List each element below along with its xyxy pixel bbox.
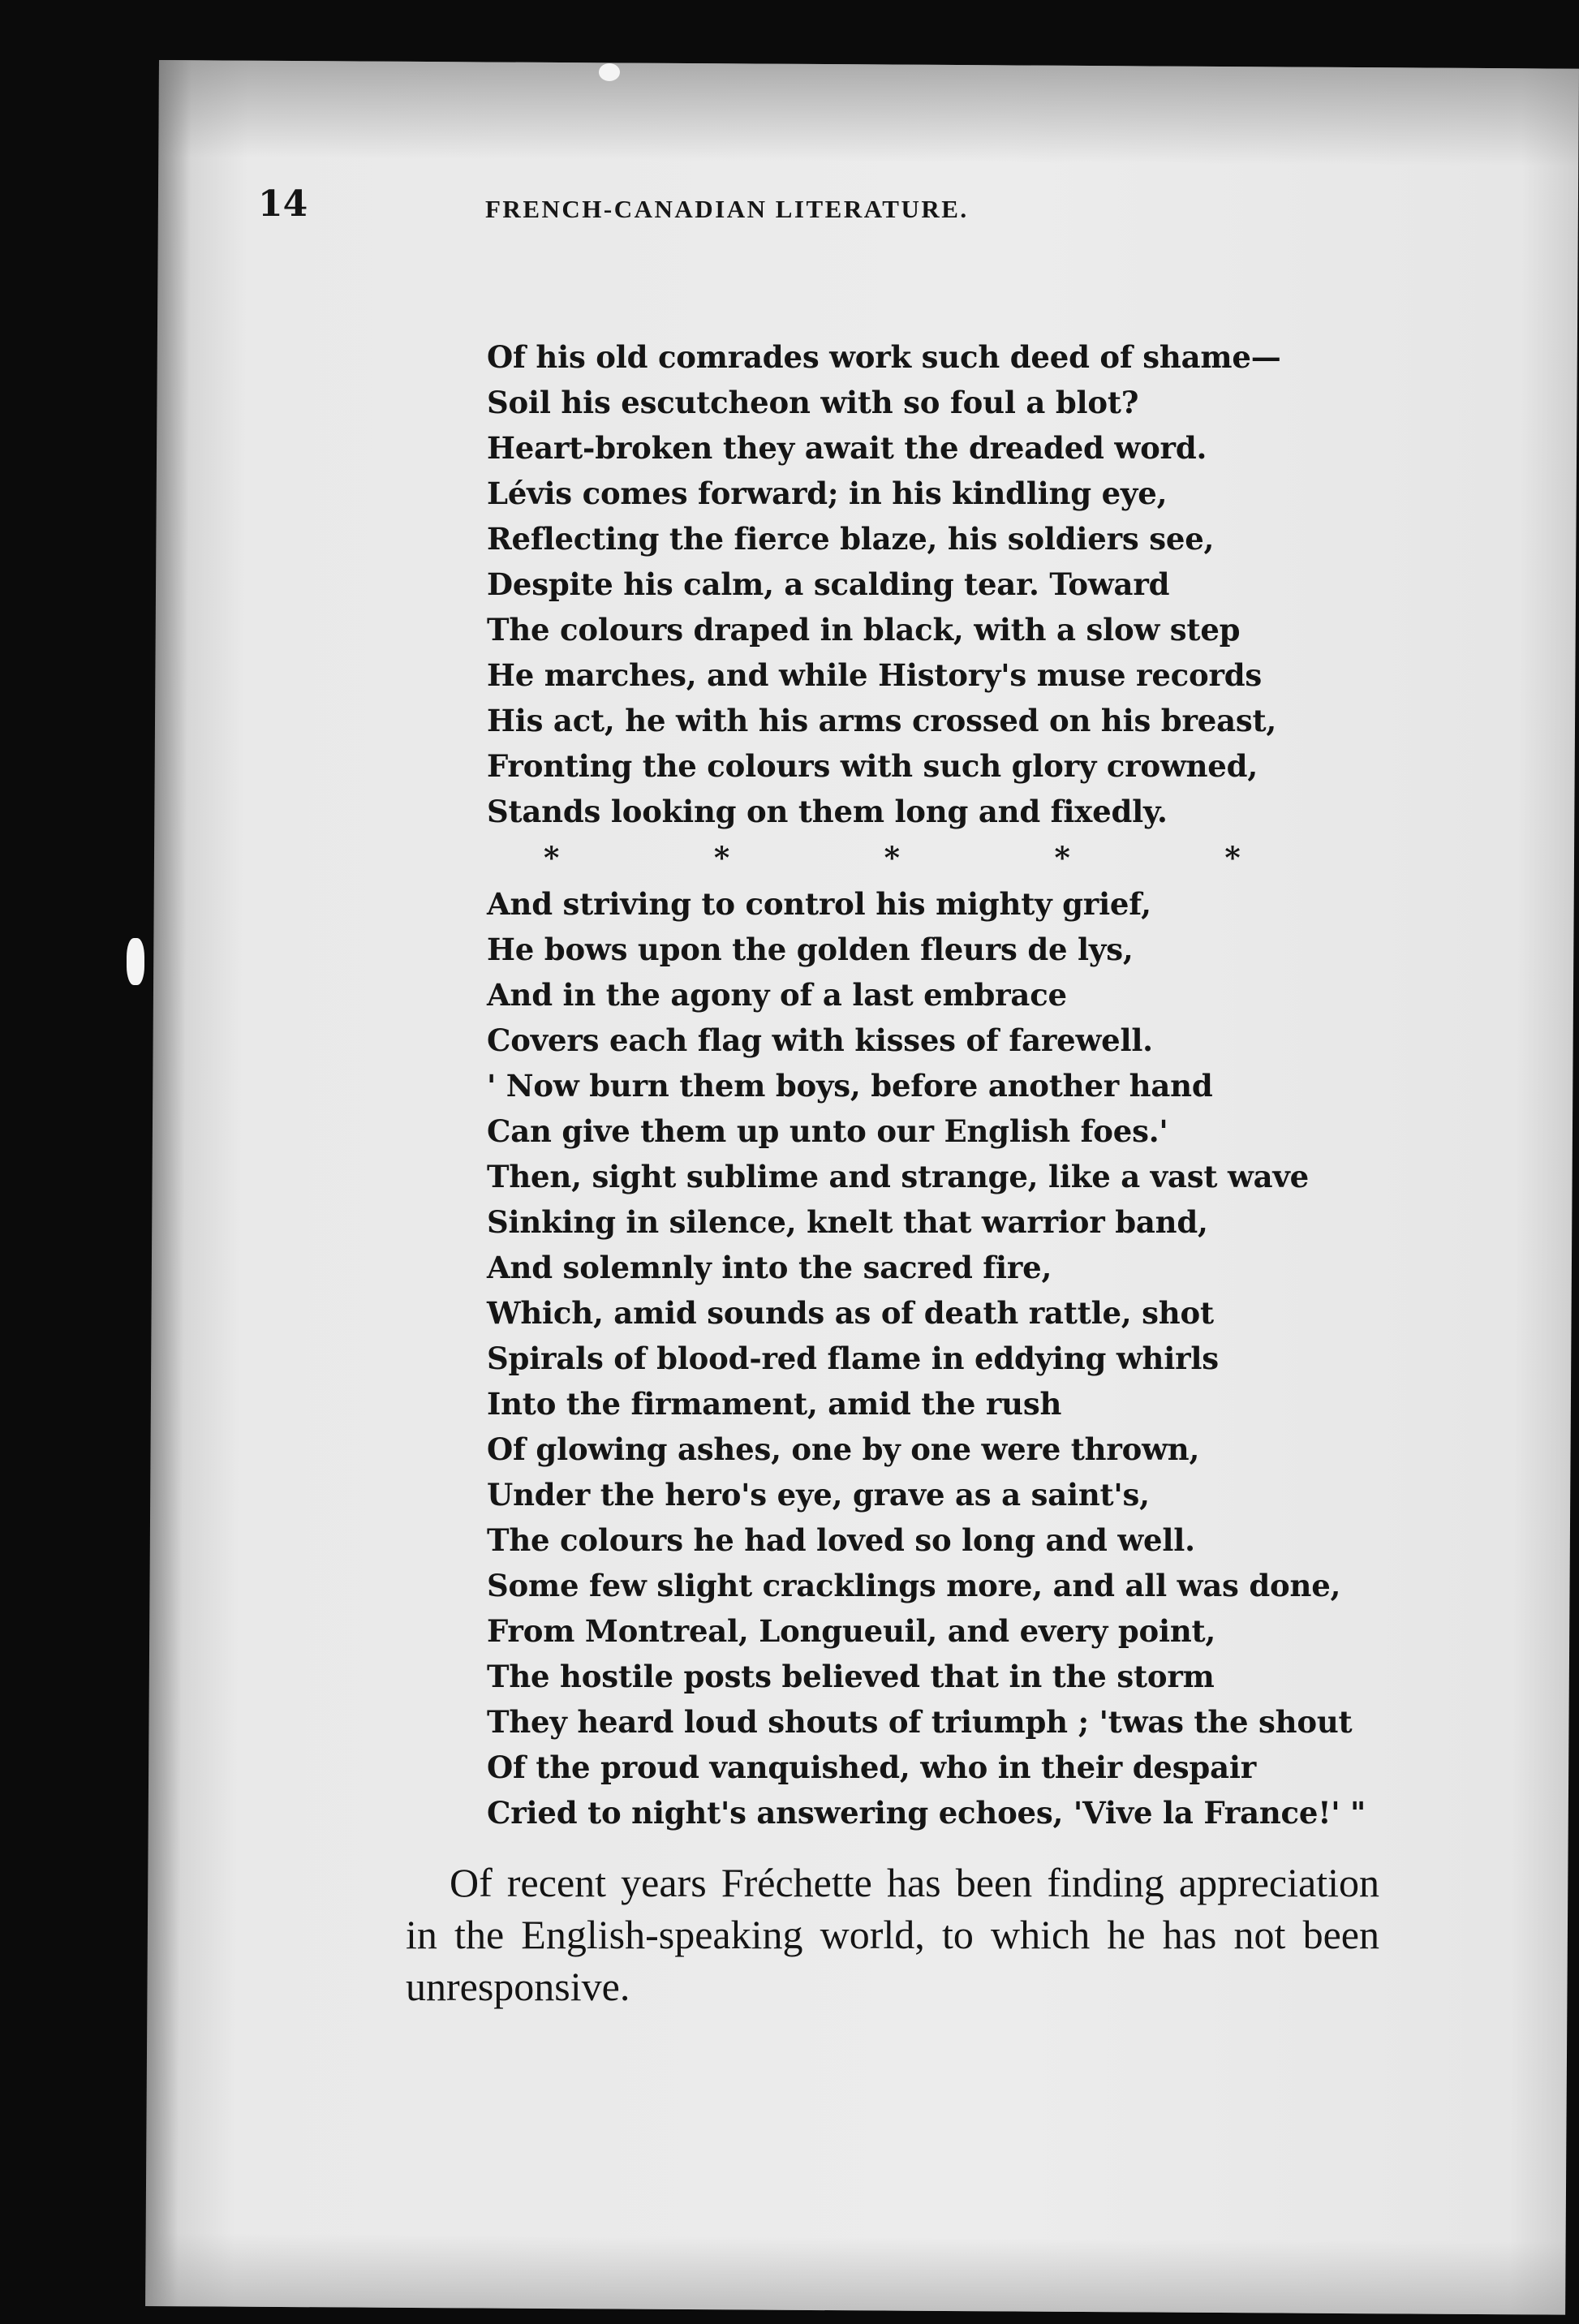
poem-line: Of the proud vanquished, who in their despair	[487, 1749, 1256, 1785]
poem-line: Despite his calm, a scalding tear. Toward	[487, 566, 1170, 602]
section-break-asterisks: * * * * *	[544, 840, 1241, 876]
poem-line: Under the hero's eye, grave as a saint's,	[487, 1477, 1150, 1513]
poem-line: Which, amid sounds as of death rattle, shot	[487, 1295, 1214, 1331]
poem-line: Lévis comes forward; in his kindling eye,	[487, 476, 1168, 511]
poem-line: Covers each flag with kisses of farewell.	[487, 1022, 1153, 1058]
poem-line: Into the firmament, amid the rush	[487, 1386, 1062, 1422]
poem-line: And striving to control his mighty grief,	[487, 886, 1151, 922]
poem-line: Stands looking on them long and fixedly.	[487, 794, 1168, 829]
poem-line: Fronting the colours with such glory crowned,	[487, 748, 1258, 784]
poem-line: His act, he with his arms crossed on his breast,	[487, 703, 1277, 738]
poem-line: Soil his escutcheon with so foul a blot?	[487, 385, 1139, 420]
poem-block	[487, 334, 1366, 1836]
poem-line: Heart-broken they await the dreaded word.	[487, 430, 1207, 466]
running-head: FRENCH-CANADIAN LITERATURE.	[485, 195, 969, 223]
poem-line: Some few slight cracklings more, and all was done,	[487, 1568, 1341, 1603]
paper-speck	[599, 63, 620, 81]
poem-line: The colours draped in black, with a slow step	[487, 612, 1241, 648]
paper-speck	[127, 938, 144, 985]
poem-line: Cried to night's answering echoes, 'Vive la France!' "	[487, 1795, 1366, 1831]
poem-line: The colours he had loved so long and well.	[487, 1522, 1195, 1558]
poem-line: He marches, and while History's muse records	[487, 657, 1263, 693]
poem-line: Reflecting the fierce blaze, his soldiers see,	[487, 521, 1215, 557]
poem-line: Then, sight sublime and strange, like a vast wave	[487, 1159, 1310, 1194]
page-number: 14	[258, 183, 308, 225]
poem-line: Can give them up unto our English foes.'	[487, 1113, 1168, 1149]
page-shadow-top	[158, 60, 1579, 166]
poem-line: ' Now burn them boys, before another hand	[487, 1068, 1213, 1104]
poem-line: Of his old comrades work such deed of shame—	[487, 339, 1281, 375]
page-shadow-bottom	[145, 2233, 1566, 2315]
poem-line: Spirals of blood-red flame in eddying whirls	[487, 1341, 1219, 1376]
poem-line: And in the agony of a last embrace	[487, 977, 1067, 1013]
poem-line: Sinking in silence, knelt that warrior band,	[487, 1204, 1208, 1240]
poem-line: They heard loud shouts of triumph ; 'twas the shout	[487, 1704, 1353, 1740]
poem-line: From Montreal, Longueuil, and every point,	[487, 1613, 1216, 1649]
poem-line: He bows upon the golden fleurs de lys,	[487, 932, 1134, 967]
poem-line: Of glowing ashes, one by one were thrown,	[487, 1431, 1200, 1467]
prose-paragraph: Of recent years Fréchette has been finding appreciation in the English-speaking world, to which he has not been unresponsive.	[406, 1860, 1379, 2009]
poem-line: And solemnly into the sacred fire,	[487, 1250, 1052, 1285]
poem-line: The hostile posts believed that in the storm	[487, 1659, 1215, 1694]
